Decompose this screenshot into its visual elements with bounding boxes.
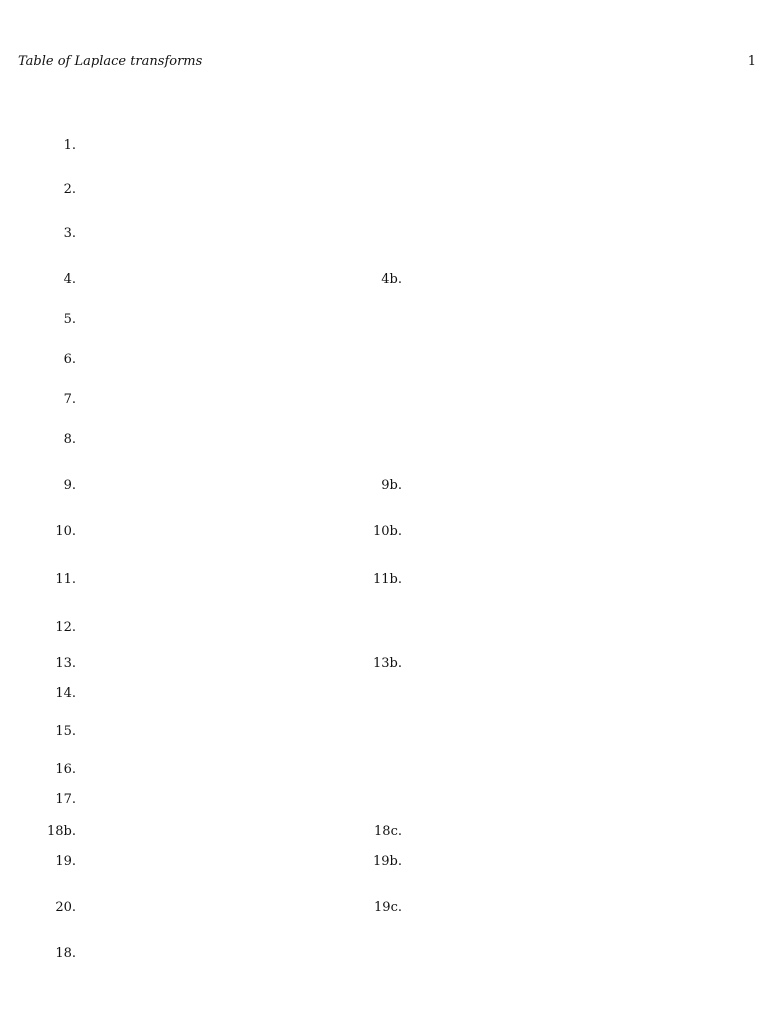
row-number-secondary: 18c. [374, 824, 402, 839]
row-number: 1. [63, 138, 76, 153]
row-number-secondary: 13b. [373, 656, 402, 671]
row-number-secondary: 11b. [373, 572, 402, 587]
formula-cell [240, 854, 360, 876]
formula-cell [88, 138, 238, 160]
page-title: Table of Laplace transforms [18, 54, 203, 69]
formula-cell [240, 524, 360, 546]
formula-cell [660, 572, 750, 594]
row-number: 2. [63, 182, 76, 197]
formula-cell [660, 312, 750, 334]
formula-cell [240, 226, 360, 248]
formula-cell [88, 182, 238, 204]
formula-cell [88, 312, 238, 334]
formula-cell [88, 226, 238, 248]
formula-cell [520, 392, 650, 414]
row-number: 12. [55, 620, 76, 635]
formula-cell [240, 182, 360, 204]
formula-cell [410, 686, 520, 708]
formula-cell [520, 432, 650, 454]
row-number: 18. [55, 946, 76, 961]
formula-cell [410, 854, 520, 876]
formula-cell [520, 792, 650, 814]
formula-cell [88, 352, 238, 374]
formula-cell [88, 946, 238, 968]
row-number: 16. [55, 762, 76, 777]
formula-cell [240, 572, 360, 594]
formula-cell [88, 524, 238, 546]
formula-cell [660, 686, 750, 708]
formula-cell [240, 432, 360, 454]
row-number: 9. [63, 478, 76, 493]
formula-cell [520, 900, 650, 922]
formula-cell [410, 620, 520, 642]
formula-cell [520, 524, 650, 546]
formula-cell [410, 226, 520, 248]
formula-cell [410, 724, 520, 746]
formula-cell [660, 656, 750, 678]
row-number-secondary: 19b. [373, 854, 402, 869]
formula-cell [410, 946, 520, 968]
row-number: 11. [55, 572, 76, 587]
formula-cell [660, 792, 750, 814]
formula-cell [240, 686, 360, 708]
row-number: 3. [63, 226, 76, 241]
formula-cell [240, 656, 360, 678]
formula-cell [660, 478, 750, 500]
formula-cell [240, 272, 360, 294]
formula-cell [410, 900, 520, 922]
row-number-secondary: 4b. [381, 272, 402, 287]
row-number: 20. [55, 900, 76, 915]
formula-cell [410, 138, 520, 160]
formula-cell [660, 524, 750, 546]
formula-cell [660, 854, 750, 876]
formula-cell [660, 182, 750, 204]
row-number-secondary: 19c. [374, 900, 402, 915]
formula-cell [240, 946, 360, 968]
formula-cell [410, 352, 520, 374]
row-number-secondary: 10b. [373, 524, 402, 539]
formula-cell [88, 572, 238, 594]
row-number: 4. [63, 272, 76, 287]
formula-cell [88, 900, 238, 922]
formula-cell [240, 478, 360, 500]
formula-cell [410, 392, 520, 414]
formula-cell [88, 724, 238, 746]
formula-cell [520, 226, 650, 248]
formula-cell [660, 392, 750, 414]
formula-cell [520, 656, 650, 678]
row-number: 14. [55, 686, 76, 701]
formula-cell [410, 524, 520, 546]
formula-cell [240, 792, 360, 814]
row-number: 10. [55, 524, 76, 539]
formula-cell [520, 724, 650, 746]
formula-cell [240, 824, 360, 846]
formula-cell [660, 620, 750, 642]
formula-cell [520, 620, 650, 642]
formula-cell [240, 392, 360, 414]
formula-cell [88, 620, 238, 642]
formula-cell [520, 946, 650, 968]
row-number-secondary: 9b. [381, 478, 402, 493]
formula-cell [88, 392, 238, 414]
formula-cell [410, 432, 520, 454]
page-number: 1 [747, 54, 756, 69]
formula-cell [410, 478, 520, 500]
formula-cell [240, 620, 360, 642]
formula-cell [660, 946, 750, 968]
formula-cell [88, 854, 238, 876]
row-number: 5. [63, 312, 76, 327]
formula-cell [520, 272, 650, 294]
formula-cell [88, 762, 238, 784]
formula-cell [240, 312, 360, 334]
formula-cell [660, 432, 750, 454]
formula-cell [520, 138, 650, 160]
formula-cell [410, 272, 520, 294]
formula-cell [240, 138, 360, 160]
row-number: 8. [63, 432, 76, 447]
formula-cell [520, 312, 650, 334]
formula-cell [410, 312, 520, 334]
formula-cell [240, 724, 360, 746]
formula-cell [660, 900, 750, 922]
formula-cell [520, 182, 650, 204]
formula-cell [410, 182, 520, 204]
formula-cell [410, 762, 520, 784]
formula-cell [660, 824, 750, 846]
formula-cell [520, 572, 650, 594]
formula-cell [88, 432, 238, 454]
formula-cell [520, 762, 650, 784]
row-number: 15. [55, 724, 76, 739]
row-number: 18b. [47, 824, 76, 839]
formula-cell [660, 138, 750, 160]
formula-cell [88, 656, 238, 678]
row-number: 6. [63, 352, 76, 367]
row-number: 7. [63, 392, 76, 407]
formula-cell [240, 900, 360, 922]
formula-cell [520, 824, 650, 846]
formula-cell [88, 792, 238, 814]
formula-cell [660, 226, 750, 248]
formula-cell [520, 686, 650, 708]
formula-cell [660, 352, 750, 374]
row-number: 13. [55, 656, 76, 671]
formula-cell [660, 724, 750, 746]
formula-cell [660, 272, 750, 294]
formula-cell [520, 854, 650, 876]
formula-cell [88, 686, 238, 708]
formula-cell [410, 572, 520, 594]
formula-cell [240, 352, 360, 374]
formula-cell [410, 656, 520, 678]
formula-cell [520, 478, 650, 500]
formula-cell [240, 762, 360, 784]
formula-cell [660, 762, 750, 784]
formula-cell [410, 824, 520, 846]
formula-cell [410, 792, 520, 814]
row-number: 19. [55, 854, 76, 869]
formula-cell [88, 824, 238, 846]
row-number: 17. [55, 792, 76, 807]
formula-cell [520, 352, 650, 374]
formula-cell [88, 272, 238, 294]
formula-cell [88, 478, 238, 500]
